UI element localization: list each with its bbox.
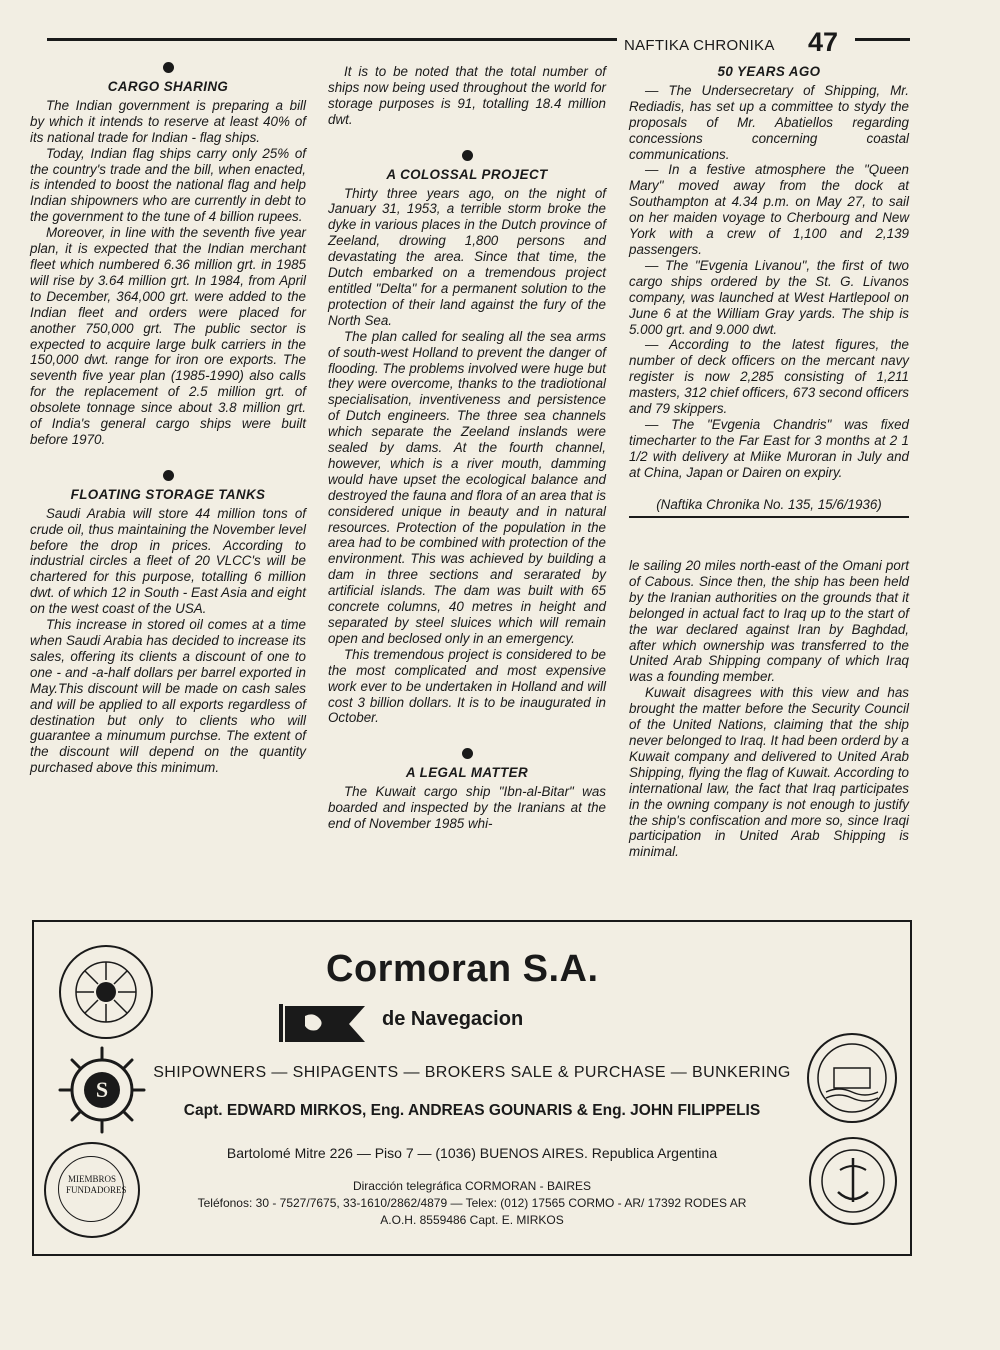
- column-1: [30, 58, 306, 776]
- fifty-years-heading: 50 YEARS AGO: [717, 64, 821, 79]
- column-3-continued: [629, 558, 909, 860]
- ship-wheel-icon: [56, 1044, 148, 1136]
- aoh-line: A.O.H. 8559486 Capt. E. MIRKOS: [380, 1213, 564, 1227]
- section-bullet-icon: [462, 748, 473, 759]
- paragraph: The plan called for sealing all the sea arms of south-west Holland to prevent the danger of flooding. The problems involved were huge but they were overcome, thanks to the tradiotional specialisation, inventiveness and persistence of Dutch engineers. The three sea channels which separate the Zeeland inslands were sealed by dams. At the fourth channel, however, which is a river mouth, damming would have upset the ecological balance and destroyed the fauna and flora of an area that is considered unique in beauty and in natural resources. Protection of the population in the area had to be combined with protection of the environment. This was achieved by building a dam in three sections and serarated by artificial islands. The dam was built with 65 concrete columns, 40 metres in height and separated by steel sluices which will remain open and beclosed only in an emergency.: [328, 328, 606, 646]
- column-3: [629, 64, 909, 518]
- header-rule-right: [855, 38, 910, 41]
- paragraph: — The "Evgenia Chandris" was fixed timecharter to the Far East for 3 months at 2 1 1/2 with delivery at Miike Muroran in July and at China, Japan or Dairen on expiry.: [629, 416, 909, 480]
- column-2: [328, 58, 606, 832]
- section-bullet-icon: [163, 62, 174, 73]
- section-bullet-icon: [462, 150, 473, 161]
- paragraph: The Kuwait cargo ship "Ibn-al-Bitar" was boarded and inspected by the Iranians at the end of November 1985 whi-: [328, 784, 606, 832]
- cormoran-advertisement: [32, 920, 912, 1256]
- executives-line: Capt. EDWARD MIRKOS, Eng. ANDREAS GOUNARIS & Eng. JOHN FILIPPELIS: [183, 1102, 761, 1119]
- paragraph: Moreover, in line with the seventh five year plan, it is expected that the Indian merchant fleet which numbered 6.36 million grt. in 1985 will rise by 3.64 million grt. In 1984, from April to December, 364,000 grt. were added to the Indian fleet and orders were placed for another 750,000 grt. The public sector is expected to acquire large bulk carriers in the 150,000 dwt. range for iron ore exports. The seventh five year plan (1985-1990) also calls for the replacement of 2.5 million grt. of obsolete tonnage since about 3.8 million grt. of India's general cargo ships were built before 1970.: [30, 225, 306, 447]
- floating-storage-heading: FLOATING STORAGE TANKS: [70, 486, 266, 502]
- services-line: SHIPOWNERS — SHIPAGENTS — BROKERS SALE & PURCHASE — BUNKERING: [153, 1064, 791, 1081]
- section-bullet-icon: [163, 470, 174, 481]
- paragraph: Today, Indian flag ships carry only 25% of the country's trade and the bill, when enacted, is intended to boost the national flag and help Indian shipowners who are currently in debt to the government to the tune of 4 billion rupees.: [30, 145, 306, 225]
- company-subtitle: de Navegacion: [382, 1008, 524, 1030]
- paragraph: — According to the latest figures, the number of deck officers on the mercant navy register is now 2,285 consisting of 1,211 masters, 312 chief officers, 673 second officers and 79 skippers.: [629, 337, 909, 417]
- paragraph: Thirty three years ago, on the night of January 31, 1953, a terrible storm broke the dyke in various places in the Dutch province of Zeeland, drowing 1,800 persons and devastating the area. Since that time, the Dutch embarked on a tremendous project entitled "Delta" for a permanent solution to the protection of their land against the fury of the North Sea.: [328, 185, 606, 328]
- svg-text:S: S: [95, 1077, 109, 1102]
- colossal-project-heading: A COLOSSAL PROJECT: [386, 166, 548, 182]
- paragraph: le sailing 20 miles north-east of the Omani port of Cabous. Since then, the ship has been held by the Iranian authorities on the grounds that it belonged in actual fact to Iraq up to the start of the war declared against Iran by Baghdad, after which ownership was transferred to the United Arab Shipping company of which Iraq was a founding member.: [629, 558, 909, 685]
- paragraph: — In a festive atmosphere the "Queen Mary" moved away from the dock at Southampton at 4.34 p.m. on May 27, to sail on her maiden voyage to Cherbourg and New York with a crew of 1,100 and 2,139 passengers.: [629, 162, 909, 257]
- source-citation: (Naftika Chronika No. 135, 15/6/1936): [629, 497, 909, 519]
- company-name: Cormoran S.A.: [326, 948, 599, 990]
- shipowners-seal-icon: [56, 942, 156, 1042]
- paragraph: — The Undersecretary of Shipping, Mr. Rediadis, has set up a committee to stydy the proposals of Mr. Abatiellos regarding concessions concerning coastal communications.: [629, 82, 909, 162]
- paragraph: — The "Evgenia Livanou", the first of two cargo ships ordered by the St. G. Livanos company, was launched at West Hartlepool on June 6 at the William Gray yards. The ship is 5.000 grt. and 9.000 dwt.: [629, 257, 909, 337]
- company-flag-icon: [279, 1002, 369, 1044]
- page-number: 47: [808, 27, 839, 57]
- cargo-sharing-heading: CARGO SHARING: [107, 79, 229, 94]
- paragraph: It is to be noted that the total number of ships now being used throughout the world for storage purposes is 91, totalling 18.4 million dwt.: [328, 64, 606, 127]
- paragraph: Saudi Arabia will store 44 million tons of crude oil, thus maintaining the November level before the drop in prices. According to industrial circles a fleet of 20 VLCC's will be chartered for this purpose, totalling 6 million dwt. of which 12 in South - East Asia and eight on the west coast of the USA.: [30, 505, 306, 617]
- paragraph: Kuwait disagrees with this view and has brought the matter before the Security Council of the United Nations, claiming that the ship never belonged to Iraq. It had been orderd by a Kuwait company and delivered to United Arab Shipping, flying the flag of Kuwait. According to international law, the fact that Iraq participates in the owning company is not enough to justify the ship's confiscation and more so, since Iraqi participation in United Arab Shipping is minimal.: [629, 685, 909, 860]
- cable-address: Diracción telegráfica CORMORAN - BAIRES: [352, 1179, 592, 1193]
- paragraph: This increase in stored oil comes at a time when Saudi Arabia has decided to increase its sales, offering its clients a discount of one to one - and -a-half dollars per barrel exported in May.This discount will be made on cash sales and will be applied to all exports regardless of destination but only to clients who will guarantee a minumum purchse. The extent of the discount will depend on the quantity purchased above this minimum.: [30, 617, 306, 776]
- paragraph: The Indian government is preparing a bill by which it intends to reserve at least 40% of its national trade for Indian - flag ships.: [30, 97, 306, 145]
- founders-seal-text: MIEMBROS FUNDADORES: [66, 1174, 127, 1195]
- paragraph: This tremendous project is considered to be the most complicated and most expensive work ever to be undertaken in Holland and will cost 3 billion dollars. It is to be inaugurated in October.: [328, 646, 606, 726]
- legal-matter-heading: A LEGAL MATTER: [405, 765, 529, 781]
- address-line: Bartolomé Mitre 226 — Piso 7 — (1036) BUENOS AIRES. Republica Argentina: [226, 1145, 718, 1161]
- header-rule: [47, 38, 617, 41]
- phone-telex-line: Teléfonos: 30 - 7527/7675, 33-1610/2862/4879 — Telex: (012) 17565 CORMO - AR/ 17392 RODES AR: [197, 1196, 747, 1210]
- magazine-title: NAFTIKA CHRONIKA: [624, 37, 775, 54]
